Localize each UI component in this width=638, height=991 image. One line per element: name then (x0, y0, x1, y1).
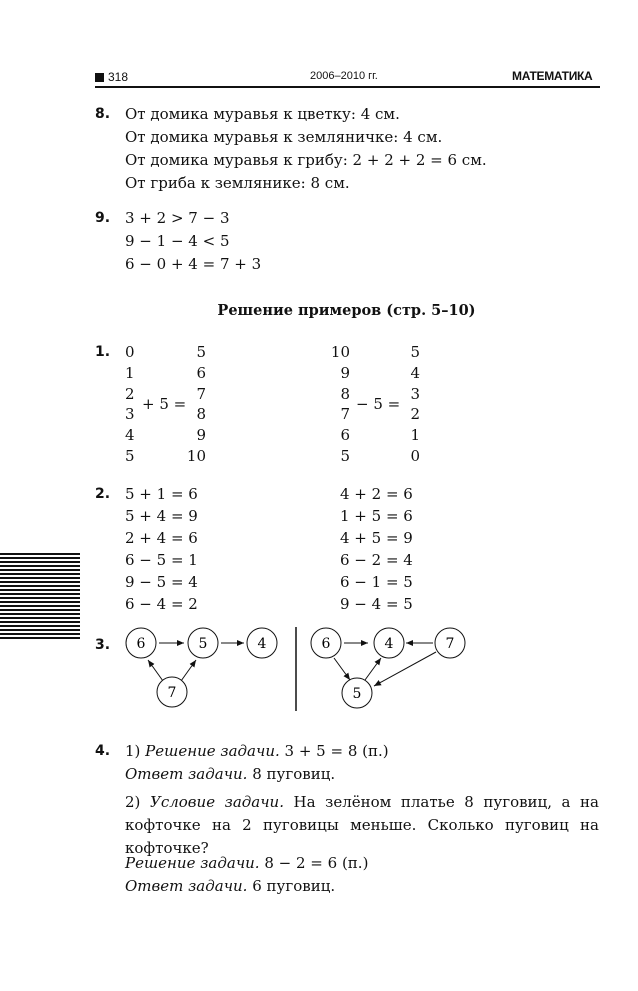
node-label: 4 (384, 636, 394, 652)
node-label: 7 (167, 685, 177, 701)
ex-2-right-equation: 4 + 5 = 9 (340, 529, 413, 547)
node-label: 5 (198, 636, 208, 652)
ex-2-right-equation: 4 + 2 = 6 (340, 485, 413, 503)
edge-arrow (334, 658, 350, 680)
ex-1-left-operator: + 5 = (142, 395, 187, 413)
ex-1-right-operator: − 5 = (356, 395, 401, 413)
task-8-line: От домика муравья к земляничке: 4 см. (125, 128, 443, 146)
ex-1-right-output: 0 (410, 447, 420, 465)
task-9-line: 6 − 0 + 4 = 7 + 3 (125, 255, 262, 273)
ex-1-right-input: 9 (340, 364, 350, 382)
ex-1-right-input: 5 (340, 447, 350, 465)
ex-2-left-equation: 2 + 4 = 6 (125, 529, 198, 547)
ex-1-right-output: 4 (410, 364, 420, 382)
ex-1-left-input: 3 (125, 405, 135, 423)
header-subject: МАТЕМАТИКА (512, 69, 593, 83)
ex-1-right-output: 2 (410, 405, 420, 423)
edge-arrow (148, 660, 163, 681)
node-label: 4 (257, 636, 267, 652)
ex-1-right-output: 5 (410, 343, 420, 361)
ex-2-right-equation: 6 − 1 = 5 (340, 573, 413, 591)
ex-2-left-equation: 5 + 1 = 6 (125, 485, 198, 503)
ex-1-left-input: 5 (125, 447, 135, 465)
ex-1-right-output: 1 (410, 426, 420, 444)
ex-1-right-input: 7 (340, 405, 350, 423)
ex-1-left-output: 8 (196, 405, 206, 423)
ex-1-left-input: 1 (125, 364, 135, 382)
graph-2 (311, 628, 465, 708)
task-8-line: От домика муравья к цветку: 4 см. (125, 105, 400, 123)
ex-4-part-1-solution: 1) Решение задачи. 3 + 5 = 8 (п.) (125, 742, 389, 760)
page-number: 318 (95, 70, 128, 84)
node-label: 6 (321, 636, 331, 652)
ex-1-left-input: 4 (125, 426, 135, 444)
ex-1-left-output: 10 (186, 447, 206, 465)
node-label: 6 (136, 636, 146, 652)
ex-2-left-equation: 5 + 4 = 9 (125, 507, 198, 525)
task-8-number: 8. (95, 106, 111, 122)
ex-2-left-equation: 6 − 5 = 1 (125, 551, 198, 569)
ex-3-number: 3. (95, 637, 111, 653)
task-9-number: 9. (95, 210, 111, 226)
edge-arrow (365, 658, 381, 680)
ex-2-right-equation: 9 − 4 = 5 (340, 595, 413, 613)
node-label: 7 (445, 636, 455, 652)
ex-2-left-equation: 9 − 5 = 4 (125, 573, 198, 591)
ex-4-number: 4. (95, 743, 111, 759)
ex-1-right-input: 10 (330, 343, 350, 361)
ex-1-left-input: 2 (125, 385, 135, 403)
header-years: 2006–2010 гг. (310, 70, 378, 82)
ex-1-right-input: 6 (340, 426, 350, 444)
section-title: Решение примеров (стр. 5–10) (217, 302, 476, 319)
ex-2-right-equation: 6 − 2 = 4 (340, 551, 413, 569)
ex-2-number: 2. (95, 486, 111, 502)
edge-arrow (181, 660, 196, 681)
ex-4-part-1-answer: Ответ задачи. 8 пуговиц. (125, 765, 336, 783)
ex-1-right-input: 8 (340, 385, 350, 403)
ex-1-left-input: 0 (125, 343, 135, 361)
graph-1 (126, 628, 277, 707)
node-label: 5 (352, 686, 362, 702)
ex-2-left-equation: 6 − 4 = 2 (125, 595, 198, 613)
ex-1-right-output: 3 (410, 385, 420, 403)
ex-1-left-output: 6 (196, 364, 206, 382)
ex-1-left-output: 9 (196, 426, 206, 444)
ex-4-part-2-solution: Решение задачи. 8 − 2 = 6 (п.) (125, 854, 369, 872)
ex-1-number: 1. (95, 344, 111, 360)
ex-4-part-2-condition: 2) Условие задачи. На зелёном платье 8 пуговиц, а на кофточке на 2 пуговицы меньше. Сколько пуговиц на кофточке? (125, 793, 599, 857)
ex-1-left-output: 5 (196, 343, 206, 361)
ex-1-left-output: 7 (196, 385, 206, 403)
task-9-line: 9 − 1 − 4 < 5 (125, 232, 230, 250)
ex-4-part-2-answer: Ответ задачи. 6 пуговиц. (125, 877, 336, 895)
task-8-line: От гриба к землянике: 8 см. (125, 174, 350, 192)
task-8-line: От домика муравья к грибу: 2 + 2 + 2 = 6 см. (125, 151, 487, 169)
ex-2-right-equation: 1 + 5 = 6 (340, 507, 413, 525)
task-9-line: 3 + 2 > 7 − 3 (125, 209, 230, 227)
